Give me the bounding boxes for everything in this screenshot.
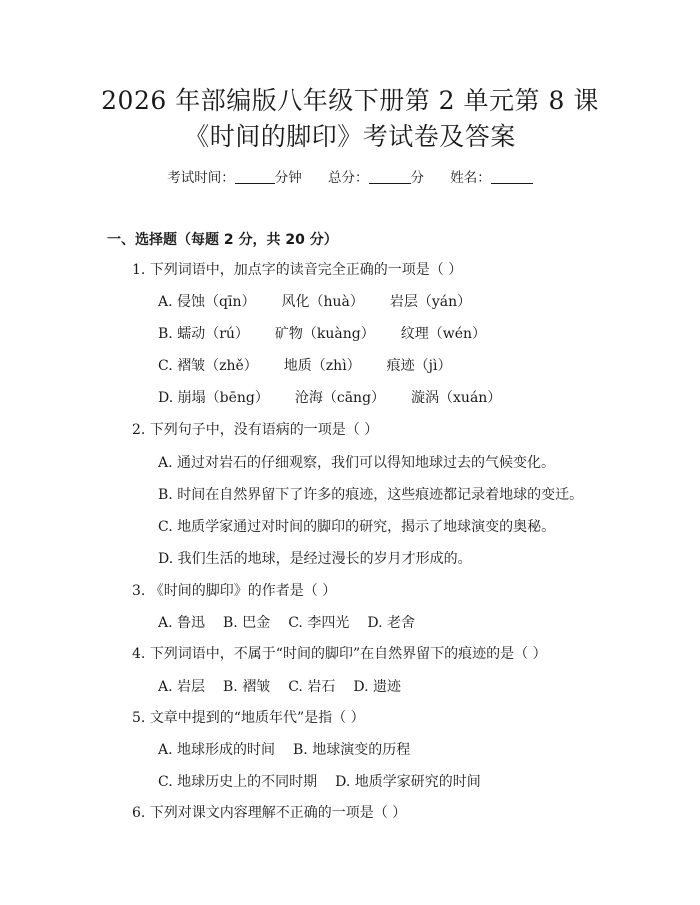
question-2-option-b[interactable]: B. 时间在自然界留下了许多的痕迹，这些痕迹都记录着地球的变迁。	[158, 487, 584, 503]
exam-time-blank[interactable]	[235, 169, 275, 184]
total-score-blank[interactable]	[369, 169, 411, 184]
option-word: B. 蠕动（rú）	[158, 326, 249, 342]
total-score-unit: 分	[410, 170, 424, 186]
option-word: 沧海（cāng）	[294, 390, 386, 406]
question-5-option-c[interactable]: C. 地球历史上的不同时期	[158, 774, 318, 790]
question-4-option-c[interactable]: C. 岩石	[288, 679, 336, 695]
question-3-option-a[interactable]: A. 鲁迅	[158, 615, 206, 631]
question-5-stem: 5. 文章中提到的“地质年代”是指（ ）	[132, 710, 365, 726]
question-4-option-d[interactable]: D. 遗迹	[353, 679, 401, 695]
question-1-stem: 1. 下列词语中，加点字的读音完全正确的一项是（ ）	[132, 262, 463, 278]
option-word: 矿物（kuàng）	[274, 326, 375, 342]
question-2-option-a[interactable]: A. 通过对岩石的仔细观察，我们可以得知地球过去的气候变化。	[158, 455, 556, 471]
question-3-option-d[interactable]: D. 老舍	[367, 615, 415, 631]
question-5-option-d[interactable]: D. 地质学家研究的时间	[335, 774, 481, 790]
student-name-label: 姓名：	[450, 170, 491, 186]
exam-info-row	[0, 168, 700, 188]
total-score-label: 总分：	[328, 170, 369, 186]
question-5-option-b[interactable]: B. 地球演变的历程	[293, 742, 411, 758]
question-4-options-row	[158, 677, 401, 697]
option-word: 漩涡（xuán）	[411, 390, 502, 406]
option-word: A. 侵蚀（qīn）	[158, 294, 256, 310]
question-3-option-b[interactable]: B. 巴金	[223, 615, 271, 631]
question-5-options-row-2	[158, 772, 481, 792]
total-score-field	[328, 168, 424, 188]
question-6-stem: 6. 下列对课文内容理解不正确的一项是（ ）	[132, 805, 407, 821]
option-word: 痕迹（jì）	[386, 358, 452, 374]
question-2-option-c[interactable]: C. 地质学家通过对时间的脚印的研究，揭示了地球演变的奥秘。	[158, 519, 556, 535]
question-5-option-a[interactable]: A. 地球形成的时间	[158, 742, 276, 758]
question-3-stem: 3. 《时间的脚印》的作者是（ ）	[132, 583, 337, 599]
option-word: 岩层（yán）	[389, 294, 472, 310]
exam-time-unit: 分钟	[274, 170, 302, 186]
question-1-option-b[interactable]	[158, 324, 486, 344]
option-word: C. 褶皱（zhě）	[158, 358, 258, 374]
question-1-option-a[interactable]	[158, 292, 471, 312]
question-5-options-row-1	[158, 740, 410, 760]
question-1-option-c[interactable]	[158, 356, 452, 376]
student-name-field	[450, 168, 533, 188]
option-word: 风化（huà）	[281, 294, 364, 310]
question-3-options-row	[158, 613, 415, 633]
option-word: 纹理（wén）	[400, 326, 487, 342]
section-heading-multiple-choice: 一、选择题（每题 2 分，共 20 分）	[107, 232, 338, 248]
question-4-option-a[interactable]: A. 岩层	[158, 679, 206, 695]
exam-title-line-1: 2026 年部编版八年级下册第 2 单元第 8 课	[101, 86, 599, 115]
option-word: D. 崩塌（bēng）	[158, 390, 269, 406]
option-word: 地质（zhì）	[283, 358, 361, 374]
student-name-blank[interactable]	[491, 169, 533, 184]
question-4-stem: 4. 下列词语中，不属于“时间的脚印”在自然界留下的痕迹的是（ ）	[132, 646, 547, 662]
question-1-option-d[interactable]	[158, 388, 501, 408]
exam-title-line-2: 《时间的脚印》考试卷及答案	[184, 122, 516, 151]
exam-time-label: 考试时间：	[167, 170, 235, 186]
exam-time-field	[167, 168, 302, 188]
question-4-option-b[interactable]: B. 褶皱	[223, 679, 271, 695]
question-3-option-c[interactable]: C. 李四光	[288, 615, 350, 631]
question-2-option-d[interactable]: D. 我们生活的地球，是经过漫长的岁月才形成的。	[158, 551, 472, 567]
question-2-stem: 2. 下列句子中，没有语病的一项是（ ）	[132, 422, 379, 438]
